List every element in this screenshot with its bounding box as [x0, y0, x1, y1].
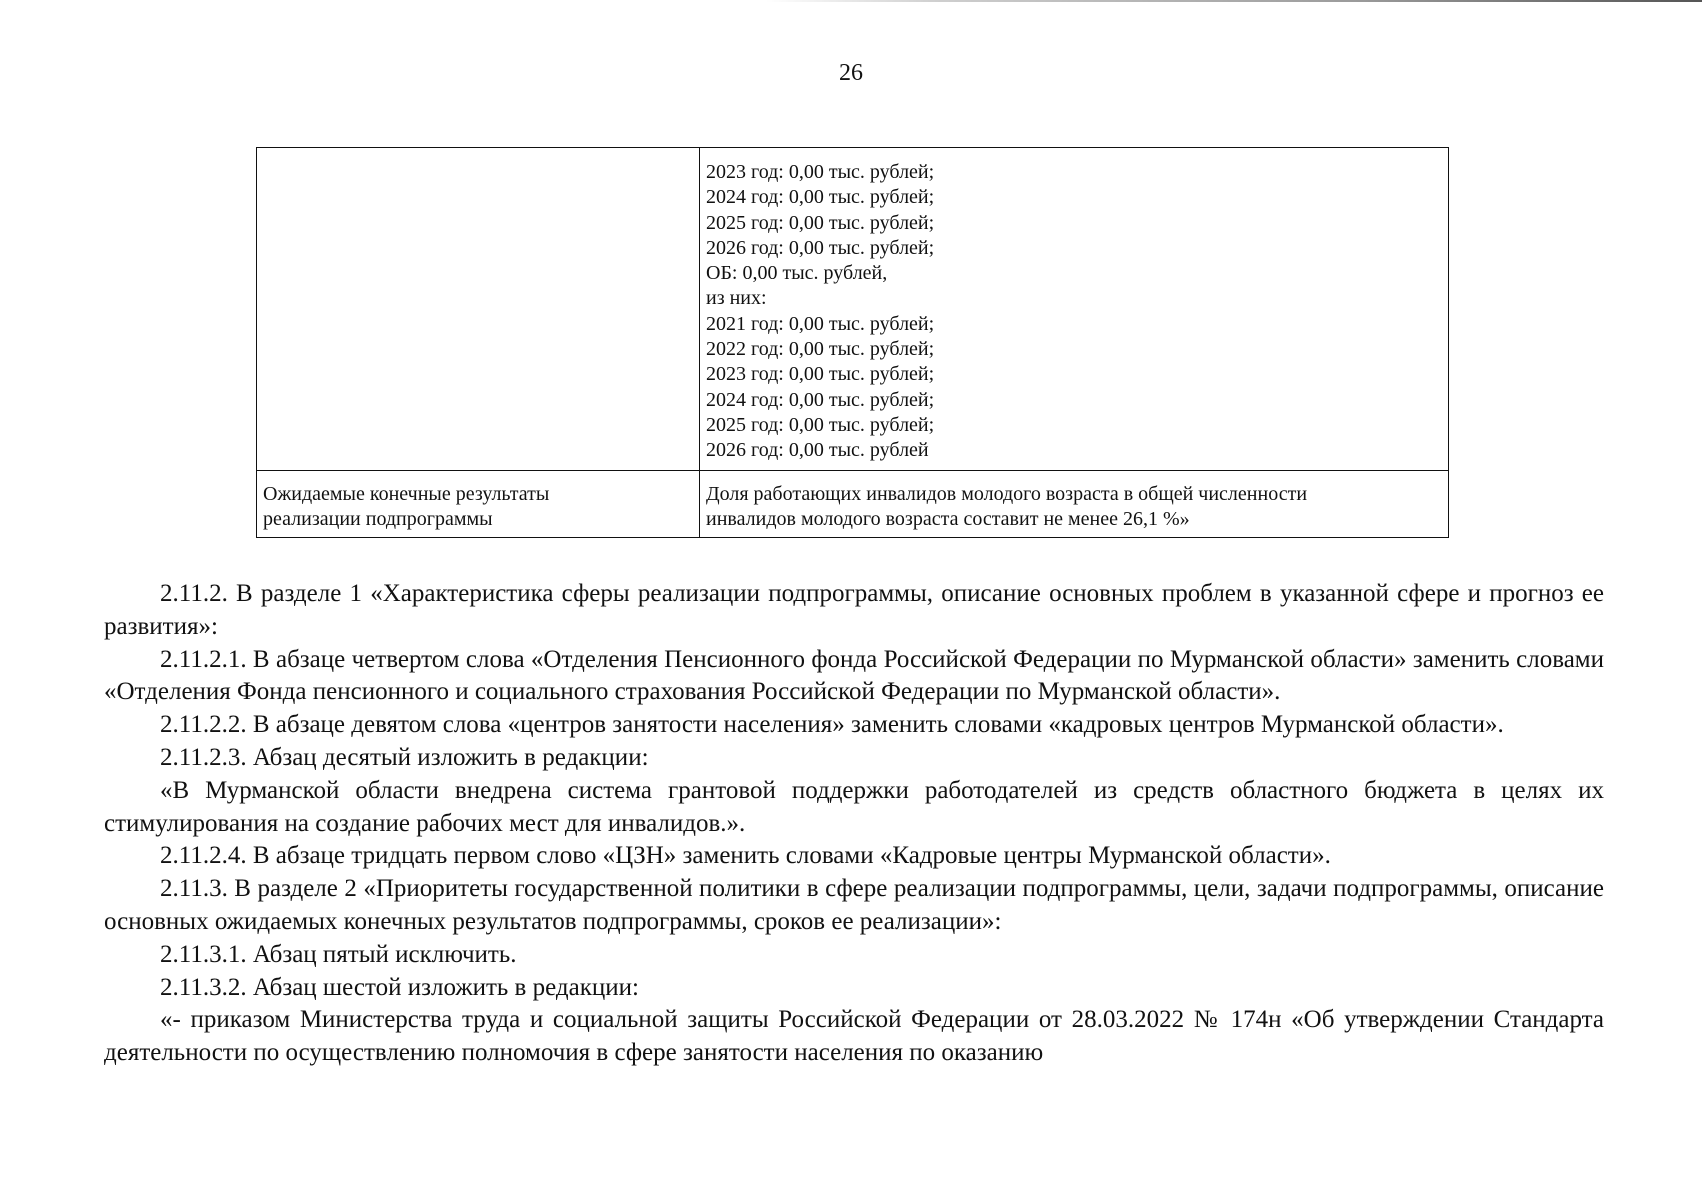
results-value-line: Доля работающих инвалидов молодого возраста в общей численности: [706, 482, 1308, 505]
funding-line: 2024 год: 0,00 тыс. рублей;: [706, 388, 935, 411]
results-value-line: инвалидов молодого возраста составит не менее 26,1 %»: [706, 507, 1190, 530]
paragraph-2-11-3: 2.11.3. В разделе 2 «Приоритеты государственной политики в сфере реализации подпрограммы, цели, задачи подпрограммы, описание основных ожидаемых конечных результатов подпрограммы, сроков ее реализации»:: [104, 875, 1604, 935]
results-label-line: Ожидаемые конечные результаты: [263, 482, 550, 505]
funding-line: 2023 год: 0,00 тыс. рублей;: [706, 363, 935, 386]
paragraph-2-11-2-2: 2.11.2.2. В абзаце девятом слова «центров занятости населения» заменить словами «кадровых центров Мурманской области».: [160, 711, 1504, 739]
paragraph-2-11-3-2: 2.11.3.2. Абзац шестой изложить в редакции:: [160, 973, 639, 1001]
funding-line: 2023 год: 0,00 тыс. рублей;: [706, 161, 935, 183]
paragraph-2-11-2-3: 2.11.2.3. Абзац десятый изложить в редакции:: [160, 743, 649, 771]
paragraph-2-11-2-1: 2.11.2.1. В абзаце четвертом слова «Отделения Пенсионного фонда Российской Федерации по Мурманской области» заменить словами «Отделения Фонда пенсионного и социального страхования Российской Федерации по Мурманской области».: [104, 645, 1604, 706]
paragraph-quote-grants: «В Мурманской области внедрена система грантовой поддержки работодателей из средств областного бюджета в целях их стимулирования на создание рабочих мест для инвалидов.».: [104, 776, 1604, 837]
paragraph-2-11-2-4: 2.11.2.4. В абзаце тридцать первом слово «ЦЗН» заменить словами «Кадровые центры Мурманской области».: [160, 842, 1331, 870]
funding-line: 2026 год: 0,00 тыс. рублей;: [706, 236, 935, 259]
results-value-cell: [700, 470, 1449, 538]
funding-value-cell: [700, 148, 1449, 471]
results-label-cell: [257, 470, 700, 538]
funding-line: 2026 год: 0,00 тыс. рублей: [706, 439, 929, 462]
scan-edge-line: [0, 0, 1702, 2]
funding-line: 2025 год: 0,00 тыс. рублей;: [706, 413, 935, 436]
funding-line: 2022 год: 0,00 тыс. рублей;: [706, 338, 935, 361]
funding-line: 2024 год: 0,00 тыс. рублей;: [706, 186, 935, 209]
funding-line: из них:: [706, 287, 767, 310]
paragraph-2-11-2: 2.11.2. В разделе 1 «Характеристика сферы реализации подпрограммы, описание основных проблем в указанной сфере и прогноз ее развития»:: [104, 580, 1604, 640]
funding-label-cell: [257, 148, 700, 471]
funding-line: 2025 год: 0,00 тыс. рублей;: [706, 211, 935, 234]
results-label-line: реализации подпрограммы: [263, 507, 493, 530]
table-row-expected-results: [257, 470, 1449, 538]
paragraph-quote-order: «- приказом Министерства труда и социальной защиты Российской Федерации от 28.03.2022 № 174н «Об утверждении Стандарта деятельности по осуществлению полномочия в сфере занятости населения по оказанию: [104, 1006, 1604, 1067]
table-row-funding: [257, 148, 1449, 471]
document-body: [104, 578, 1604, 1070]
subprogram-passport-table: [256, 147, 1449, 538]
funding-line: 2021 год: 0,00 тыс. рублей;: [706, 312, 935, 335]
paragraph-2-11-3-1: 2.11.3.1. Абзац пятый исключить.: [160, 940, 517, 968]
page-number: 26: [839, 60, 863, 86]
funding-line: ОБ: 0,00 тыс. рублей,: [706, 262, 888, 285]
